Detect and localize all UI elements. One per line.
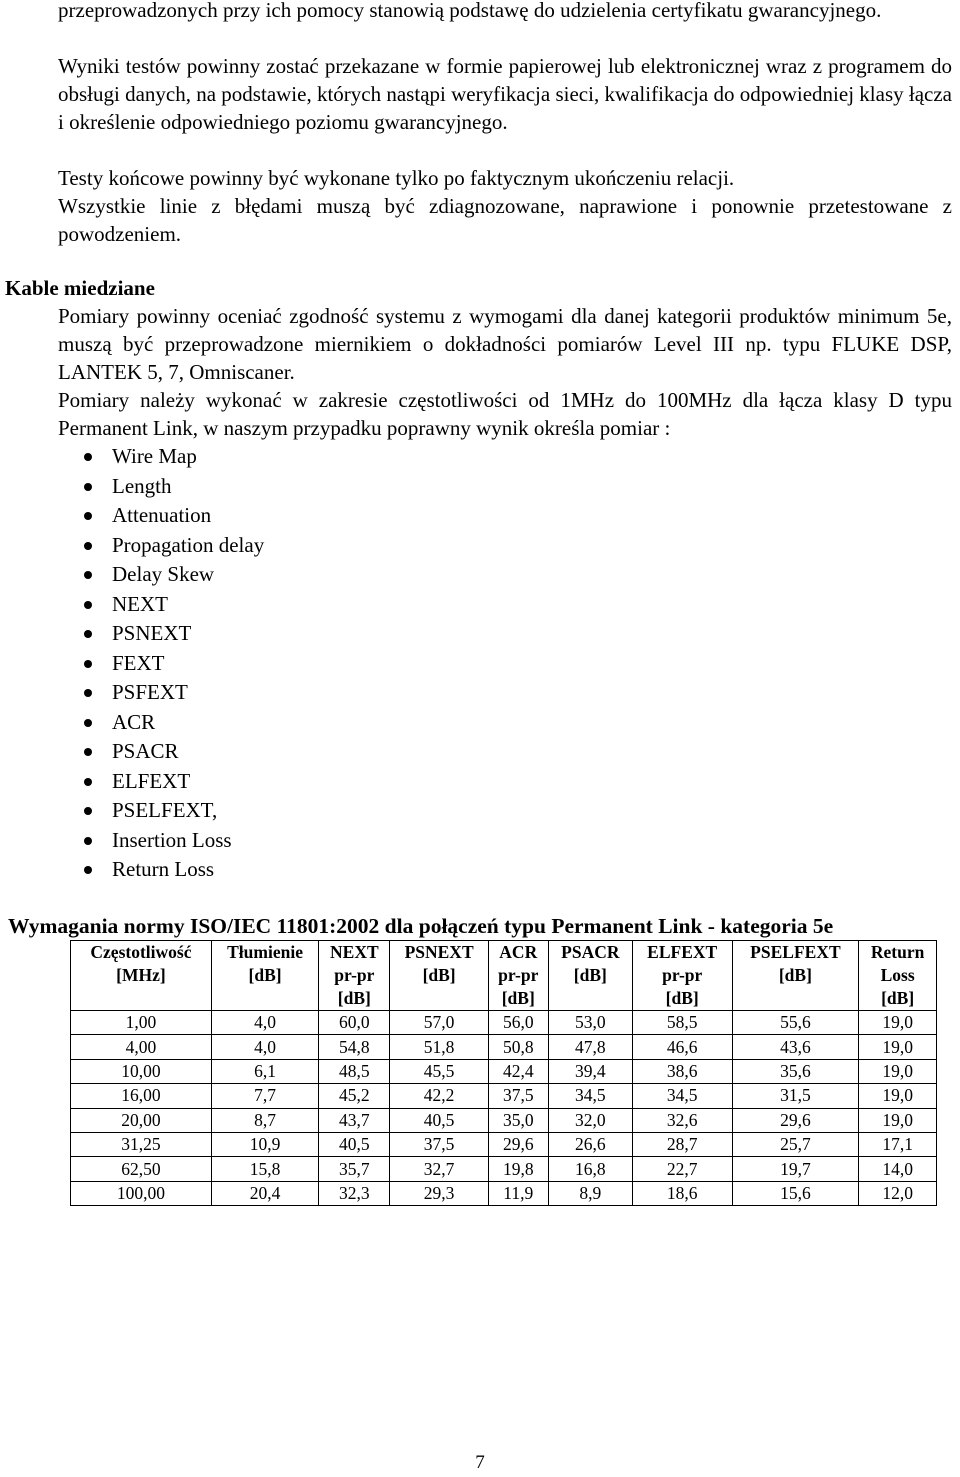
table-cell: 8,9: [548, 1181, 632, 1205]
bullet-icon: [84, 453, 92, 461]
table-cell: 19,8: [488, 1157, 548, 1181]
table-cell: 14,0: [859, 1157, 937, 1181]
table-cell: 7,7: [211, 1084, 318, 1108]
list-item-label: PSELFEXT,: [112, 798, 218, 822]
table-cell: 25,7: [732, 1132, 859, 1156]
table-cell: 19,0: [859, 1059, 937, 1083]
list-item: [58, 442, 264, 472]
table-cell: 20,4: [211, 1181, 318, 1205]
table-cell: 46,6: [632, 1035, 732, 1059]
column-header: [488, 941, 548, 1011]
column-header-line: [dB]: [501, 988, 535, 1008]
list-item-label: ELFEXT: [112, 768, 191, 793]
table-row: [71, 1084, 937, 1108]
column-header-line: [dB]: [881, 988, 915, 1008]
list-item-label: Attenuation: [112, 503, 212, 527]
table-cell: 62,50: [71, 1157, 212, 1181]
column-header-line: pr-pr: [662, 965, 703, 985]
list-item: [58, 649, 264, 679]
table-cell: 31,25: [71, 1132, 212, 1156]
table-cell: 20,00: [71, 1108, 212, 1132]
list-item: [58, 678, 264, 708]
table-cell: 42,2: [390, 1084, 488, 1108]
intro-paragraph-2: Wyniki testów powinny zostać przekazane w formie papierowej lub elektronicznej wraz z programem do obsługi danych, na podstawie, których nastąpi weryfikacja sieci, kwalifikacja do odpowiedniej klasy łącza i określenie odpowiedniego poziomu gwarancyjnego.: [58, 54, 952, 134]
table-cell: 57,0: [390, 1011, 488, 1035]
list-item: [58, 472, 264, 502]
list-item: [58, 855, 264, 885]
table-cell: 43,7: [319, 1108, 390, 1132]
table-cell: 35,0: [488, 1108, 548, 1132]
table-cell: 47,8: [548, 1035, 632, 1059]
table-cell: 4,00: [71, 1035, 212, 1059]
table-cell: 38,6: [632, 1059, 732, 1083]
table-header-row: [71, 941, 937, 1011]
column-header: [732, 941, 859, 1011]
bullet-icon: [84, 601, 92, 609]
column-header-line: [dB]: [778, 965, 812, 985]
bullet-icon: [84, 542, 92, 550]
table-cell: 32,7: [390, 1157, 488, 1181]
table-row: [71, 1011, 937, 1035]
table-cell: 45,5: [390, 1059, 488, 1083]
column-header-line: [dB]: [665, 988, 699, 1008]
bullet-icon: [84, 719, 92, 727]
table-cell: 51,8: [390, 1035, 488, 1059]
table-cell: 6,1: [211, 1059, 318, 1083]
column-header-line: [dB]: [573, 965, 607, 985]
bullet-icon: [84, 748, 92, 756]
column-header-line: pr-pr: [334, 965, 375, 985]
table-cell: 40,5: [319, 1132, 390, 1156]
table-cell: 17,1: [859, 1132, 937, 1156]
table-cell: 56,0: [488, 1011, 548, 1035]
bullet-icon: [84, 689, 92, 697]
column-header-line: [MHz]: [116, 965, 166, 985]
table-row: [71, 1181, 937, 1205]
table-cell: 50,8: [488, 1035, 548, 1059]
table-cell: 1,00: [71, 1011, 212, 1035]
list-item: [58, 826, 264, 856]
table-cell: 48,5: [319, 1059, 390, 1083]
column-header-line: Częstotliwość: [90, 942, 192, 962]
column-header: [548, 941, 632, 1011]
column-header-line: NEXT: [330, 942, 379, 962]
table-cell: 35,6: [732, 1059, 859, 1083]
column-header-line: PSACR: [561, 942, 620, 962]
table-cell: 12,0: [859, 1181, 937, 1205]
column-header: [390, 941, 488, 1011]
bullet-icon: [84, 512, 92, 520]
table-row: [71, 1108, 937, 1132]
bullet-icon: [84, 837, 92, 845]
column-header-line: pr-pr: [498, 965, 539, 985]
table-cell: 53,0: [548, 1011, 632, 1035]
list-item-label: Insertion Loss: [112, 827, 232, 852]
table-row: [71, 1035, 937, 1059]
list-item: [58, 708, 264, 738]
table-cell: 32,0: [548, 1108, 632, 1132]
column-header-line: Return: [870, 942, 925, 962]
column-header: [319, 941, 390, 1011]
table-row: [71, 1132, 937, 1156]
table-cell: 22,7: [632, 1157, 732, 1181]
table-cell: 16,8: [548, 1157, 632, 1181]
table-cell: 29,6: [488, 1132, 548, 1156]
table-cell: 19,0: [859, 1084, 937, 1108]
table-row: [71, 1059, 937, 1083]
list-item-label: Return Loss: [112, 857, 215, 881]
column-header-line: ACR: [499, 942, 538, 962]
table-cell: 18,6: [632, 1181, 732, 1205]
table-cell: 19,0: [859, 1011, 937, 1035]
list-item-label: Propagation delay: [112, 532, 265, 557]
section-paragraph-1: Pomiary powinny oceniać zgodność systemu z wymogami dla danej kategorii produktów minimum 5e, muszą być przeprowadzone miernikiem o dokładności pomiarów Level III np. typu FLUKE DSP, LANTEK 5, 7, Omniscaner.: [58, 304, 952, 384]
table-cell: 11,9: [488, 1181, 548, 1205]
table-cell: 37,5: [488, 1084, 548, 1108]
list-item: [58, 590, 264, 620]
bullet-icon: [84, 807, 92, 815]
column-header-line: PSELFEXT: [750, 942, 841, 962]
table-cell: 15,8: [211, 1157, 318, 1181]
bullet-icon: [84, 630, 92, 638]
bullet-icon: [84, 660, 92, 668]
intro-paragraph-3: Testy końcowe powinny być wykonane tylko po faktycznym ukończeniu relacji.: [58, 166, 735, 190]
column-header-line: PSNEXT: [404, 942, 474, 962]
list-item: [58, 560, 264, 590]
table-cell: 16,00: [71, 1084, 212, 1108]
table-cell: 54,8: [319, 1035, 390, 1059]
table-row: [71, 1157, 937, 1181]
table-cell: 19,7: [732, 1157, 859, 1181]
bullet-icon: [84, 866, 92, 874]
table-cell: 35,7: [319, 1157, 390, 1181]
table-cell: 15,6: [732, 1181, 859, 1205]
table-cell: 32,6: [632, 1108, 732, 1132]
table-cell: 40,5: [390, 1108, 488, 1132]
page-number: 7: [475, 1452, 485, 1473]
table-cell: 39,4: [548, 1059, 632, 1083]
column-header: [632, 941, 732, 1011]
list-item-label: PSNEXT: [112, 621, 192, 645]
table-cell: 29,6: [732, 1108, 859, 1132]
list-item: [58, 619, 264, 649]
list-item-label: Length: [112, 473, 172, 498]
list-item: [58, 501, 264, 531]
table-cell: 28,7: [632, 1132, 732, 1156]
list-item-label: Delay Skew: [112, 562, 215, 586]
column-header: [859, 941, 937, 1011]
table-cell: 100,00: [71, 1181, 212, 1205]
column-header: [211, 941, 318, 1011]
table-cell: 58,5: [632, 1011, 732, 1035]
table-cell: 4,0: [211, 1011, 318, 1035]
table-cell: 8,7: [211, 1108, 318, 1132]
table-cell: 19,0: [859, 1108, 937, 1132]
section-paragraph-2: Pomiary należy wykonać w zakresie częstotliwości od 1MHz do 100MHz dla łącza klasy D typu Permanent Link, w naszym przypadku poprawny wynik określa pomiar :: [58, 388, 952, 440]
bullet-icon: [84, 483, 92, 491]
column-header-line: Loss: [880, 965, 915, 985]
column-header-line: [dB]: [337, 988, 371, 1008]
table-title: Wymagania normy ISO/IEC 11801:2002 dla połączeń typu Permanent Link - kategoria 5e: [8, 914, 834, 938]
list-item: [58, 737, 264, 767]
table-cell: 10,00: [71, 1059, 212, 1083]
column-header-line: Tłumienie: [227, 942, 303, 962]
list-item-label: PSFEXT: [112, 680, 188, 704]
intro-paragraph-1: przeprowadzonych przy ich pomocy stanowią podstawę do udzielenia certyfikatu gwarancyjnego.: [58, 0, 882, 22]
column-header-line: [dB]: [422, 965, 456, 985]
table-cell: 55,6: [732, 1011, 859, 1035]
list-item-label: ACR: [112, 709, 156, 734]
bullet-icon: [84, 778, 92, 786]
table-cell: 34,5: [548, 1084, 632, 1108]
table-cell: 60,0: [319, 1011, 390, 1035]
measurement-list: [58, 442, 264, 885]
table-cell: 4,0: [211, 1035, 318, 1059]
column-header: [71, 941, 212, 1011]
table-cell: 31,5: [732, 1084, 859, 1108]
list-item-label: PSACR: [112, 739, 179, 763]
table-cell: 10,9: [211, 1132, 318, 1156]
list-item-label: NEXT: [112, 591, 168, 616]
list-item: [58, 531, 264, 561]
requirements-table: [70, 940, 937, 1206]
table-cell: 19,0: [859, 1035, 937, 1059]
list-item: [58, 796, 264, 826]
section-heading: Kable miedziane: [5, 276, 155, 300]
table-cell: 34,5: [632, 1084, 732, 1108]
table-cell: 29,3: [390, 1181, 488, 1205]
bullet-icon: [84, 571, 92, 579]
table-cell: 45,2: [319, 1084, 390, 1108]
list-item-label: FEXT: [112, 650, 165, 675]
table-cell: 37,5: [390, 1132, 488, 1156]
list-item-label: Wire Map: [112, 444, 197, 468]
column-header-line: [dB]: [248, 965, 282, 985]
column-header-line: ELFEXT: [647, 942, 718, 962]
table-cell: 43,6: [732, 1035, 859, 1059]
table-cell: 32,3: [319, 1181, 390, 1205]
table-cell: 42,4: [488, 1059, 548, 1083]
intro-paragraph-4: Wszystkie linie z błędami muszą być zdiagnozowane, naprawione i ponownie przetestowane z powodzeniem.: [58, 194, 952, 246]
list-item: [58, 767, 264, 797]
table-body: [71, 1011, 937, 1206]
table-cell: 26,6: [548, 1132, 632, 1156]
